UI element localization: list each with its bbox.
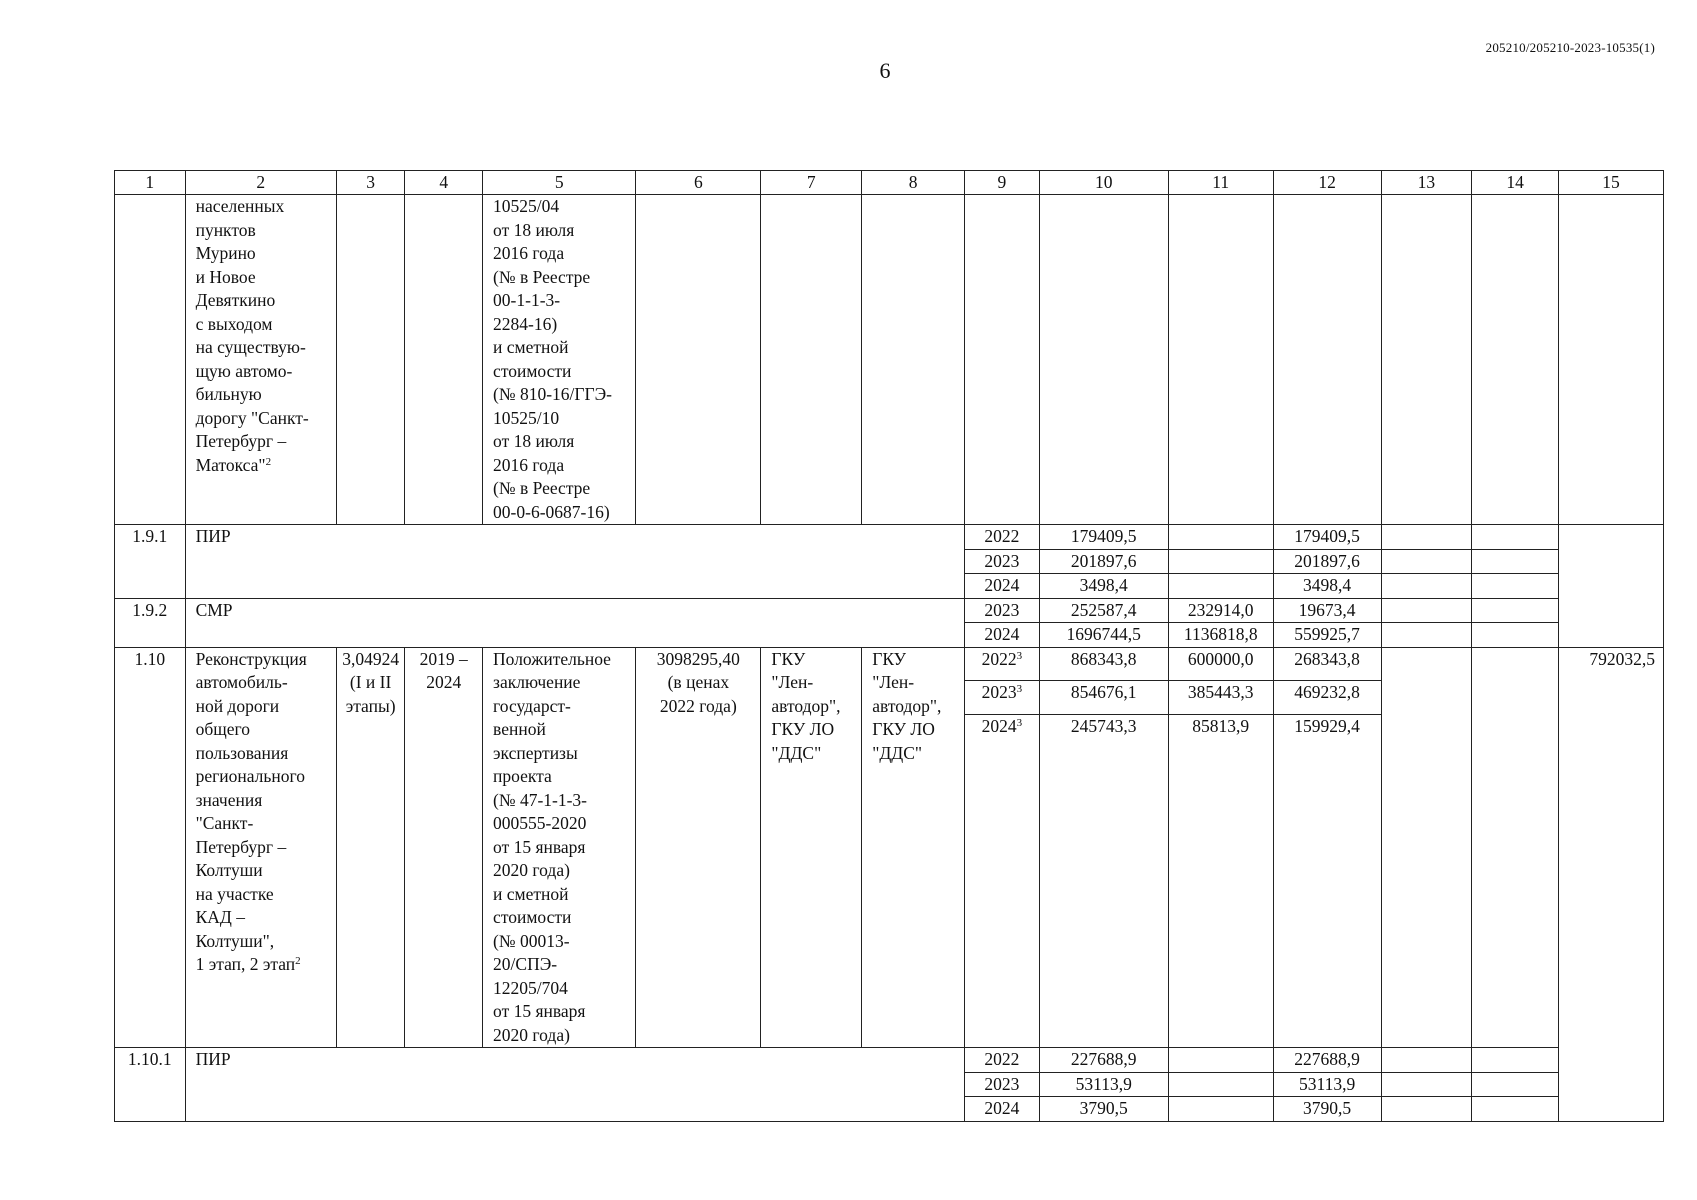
cell-line: пунктов [195,219,256,240]
cell-line: 2016 года [493,454,565,475]
federal-cell [1168,549,1273,574]
cell-line: этапы) [345,695,396,716]
total-cell: 201897,6 [1039,549,1168,574]
cell-line: 000555-2020 [493,813,587,833]
regional-cell: 227688,9 [1273,1048,1381,1073]
federal-cell [1168,525,1273,550]
cell-line: значения [195,789,263,810]
object-name-lines [196,648,332,977]
col-header: 5 [483,171,636,195]
federal-cell: 600000,0 [1168,647,1273,681]
row-number: 1.10 [115,647,186,1048]
cell-line: дорогу "Санкт- [195,407,309,428]
federal-cell: 385443,3 [1168,681,1273,715]
cell-line: щую автомо- [195,360,293,381]
period-lines [409,648,478,695]
expertise-lines [493,648,631,1048]
stage-name: ПИР [185,1048,965,1122]
cell-line: и сметной [493,337,569,357]
cell-line: 2020 года) [493,1024,570,1045]
estimated-cost-cell [636,647,761,1048]
stage-name: СМР [185,598,965,647]
federal-cell: 1136818,8 [1168,623,1273,648]
year-cell: 2023 [965,549,1040,574]
object-name-cell [185,647,336,1048]
cell-line: ГКУ [872,648,907,669]
cell-line: заключение [493,672,581,692]
federal-cell [1168,1048,1273,1073]
regional-cell: 159929,4 [1273,715,1381,1048]
col-header: 12 [1273,171,1381,195]
cell-line: с выходом [195,313,273,334]
cell-line: Колтуши [195,860,263,880]
page-number: 6 [879,58,891,83]
col-header: 9 [965,171,1040,195]
year-cell: 2024 [965,574,1040,599]
cell-line: автодор", [872,695,942,716]
stage-name: ПИР [185,525,965,599]
cell-line: 2019 – [419,648,468,669]
total-cell: 854676,1 [1039,681,1168,715]
col-header: 6 [636,171,761,195]
total-cell: 868343,8 [1039,647,1168,681]
col-header: 15 [1559,171,1664,195]
investment-table [114,170,1664,1122]
regional-cell: 3498,4 [1273,574,1381,599]
regional-cell: 268343,8 [1273,647,1381,681]
cell-line: 1 этап, 2 этап$^2$ [195,954,301,974]
regional-cell: 179409,5 [1273,525,1381,550]
cell-line: стоимости [493,360,572,381]
regional-cell: 201897,6 [1273,549,1381,574]
total-cell: 3498,4 [1039,574,1168,599]
federal-cell: 232914,0 [1168,598,1273,623]
federal-cell: 85813,9 [1168,715,1273,1048]
cell-line: Петербург – [195,836,287,857]
cell-line: 10525/04 [493,196,560,216]
cell-line: и Новое [195,266,256,287]
col-header: 10 [1039,171,1168,195]
expertise-cell [483,195,636,525]
cell-line: пользования [195,742,289,763]
expertise-lines [493,195,631,524]
regional-cell: 469232,8 [1273,681,1381,715]
col-header: 4 [405,171,483,195]
cell-line: и сметной [493,883,569,904]
cell-line: 3098295,40 [656,648,740,669]
regional-cell: 3790,5 [1273,1097,1381,1122]
cell-line: автомобиль- [195,672,288,692]
col-header: 7 [761,171,862,195]
cell-line: (№ 00013- [493,930,570,951]
cell-line: Положительное [493,648,611,669]
cell-line: 20/СПЭ- [493,954,558,974]
col-header: 8 [862,171,965,195]
year-cell: 2022 [965,525,1040,550]
object-name-cell [185,195,336,525]
cell-line: ГКУ ЛО [872,719,935,739]
federal-cell [1168,574,1273,599]
regional-cell: 53113,9 [1273,1072,1381,1097]
cell-line: Петербург – [195,431,287,451]
year-cell: 2024$^3$ [965,715,1040,1048]
cell-line: 10525/10 [493,407,560,428]
federal-cell [1168,1072,1273,1097]
cell-line: (№ 810-16/ГГЭ- [493,384,613,404]
total-cell: 227688,9 [1039,1048,1168,1073]
cell-line: "Лен- [872,672,915,692]
cell-line: (№ в Реестре [493,478,591,498]
cell-line: "ДДС" [872,742,923,763]
period-cell [405,647,483,1048]
capacity-lines [341,648,401,719]
cell-line: КАД – [195,907,245,927]
cell-line: 3,04924 [342,648,400,669]
total-cell: 245743,3 [1039,715,1168,1048]
cell-line: государст- [493,695,571,716]
cell-line: на участке [195,883,274,904]
total-cell: 53113,9 [1039,1072,1168,1097]
col-header: 2 [185,171,336,195]
cell-line: 2020 года) [493,860,570,880]
col-header: 11 [1168,171,1273,195]
cell-line: стоимости [493,907,572,927]
expertise-cell [483,647,636,1048]
cell-line: ГКУ [771,648,806,669]
cell-line: от 18 июля [493,219,575,240]
table-row [115,598,1664,623]
cell-line: 00-1-1-3- [493,290,561,310]
total-cell: 252587,4 [1039,598,1168,623]
cell-line: ной дороги [195,695,280,716]
footnote-mark: 2 [265,455,272,468]
total-cell: 179409,5 [1039,525,1168,550]
balance-cell: 792032,5 [1559,647,1664,1121]
cell-line: Девяткино [195,290,276,310]
developer-cell [862,647,965,1048]
cell-line: Мурино [195,243,256,263]
customer-cell [761,647,862,1048]
cell-line: автодор", [771,695,841,716]
year-cell: 2024 [965,623,1040,648]
cell-line: от 15 января [493,1001,586,1021]
cell-line: от 15 января [493,836,586,857]
cell-line: Матокса"$^2$ [195,454,272,475]
cell-line: 2022 года) [659,695,737,716]
cell-line: 2284-16) [493,313,558,334]
cell-line: ГКУ ЛО [771,719,835,739]
cell-line: проекта [493,766,552,786]
cell-line: (№ в Реестре [493,266,591,287]
developer-lines [872,648,960,766]
row-number: 1.10.1 [115,1048,186,1122]
object-name-lines [196,195,332,477]
table-row [115,1048,1664,1073]
year-cell: 2022$^3$ [965,647,1040,681]
year-cell: 2023$^3$ [965,681,1040,715]
col-header: 14 [1472,171,1559,195]
cell-line: Колтуши", [195,930,275,951]
year-cell: 2024 [965,1097,1040,1122]
document-id: 205210/205210-2023-10535(1) [1485,40,1655,55]
cell-line: венной [493,719,546,739]
cell-line: 2024 [426,672,462,692]
cell-line: "Санкт- [195,813,254,833]
cell-line: от 18 июля [493,431,575,451]
total-cell: 3790,5 [1039,1097,1168,1122]
cell-line: (№ 47-1-1-3- [493,789,588,810]
cell-line: на существую- [195,337,306,357]
table-row-continued [115,195,1664,525]
capacity-cell [336,647,405,1048]
regional-cell: 19673,4 [1273,598,1381,623]
cell-line: 12205/704 [493,977,568,998]
cell-line: 00-0-6-0687-16) [493,501,610,522]
table-row [115,525,1664,550]
col-header: 13 [1381,171,1472,195]
year-cell: 2023 [965,598,1040,623]
cell-line: бильную [195,384,262,404]
cell-line: регионального [195,766,305,786]
cell-line: населенных [195,196,285,216]
federal-cell [1168,1097,1273,1122]
cell-line: "Лен- [771,672,814,692]
year-cell: 2023 [965,1072,1040,1097]
regional-cell: 559925,7 [1273,623,1381,648]
cell-line: (в ценах [667,672,730,692]
row-number: 1.9.2 [115,598,186,647]
footnote-mark: 2 [295,955,301,967]
total-cell: 1696744,5 [1039,623,1168,648]
col-header: 3 [336,171,405,195]
cell-line: экспертизы [493,742,578,763]
estimated-cost-lines [640,648,756,719]
col-header: 1 [115,171,186,195]
cell-line: 2016 года [493,243,565,263]
cell-line: Реконструкция [195,648,307,669]
table-row [115,647,1664,681]
header-row [115,171,1664,195]
cell-line: (I и II [349,672,392,692]
cell-line: общего [195,719,250,739]
customer-lines [771,648,857,766]
cell-line: "ДДС" [771,742,822,763]
row-number: 1.9.1 [115,525,186,599]
year-cell: 2022 [965,1048,1040,1073]
